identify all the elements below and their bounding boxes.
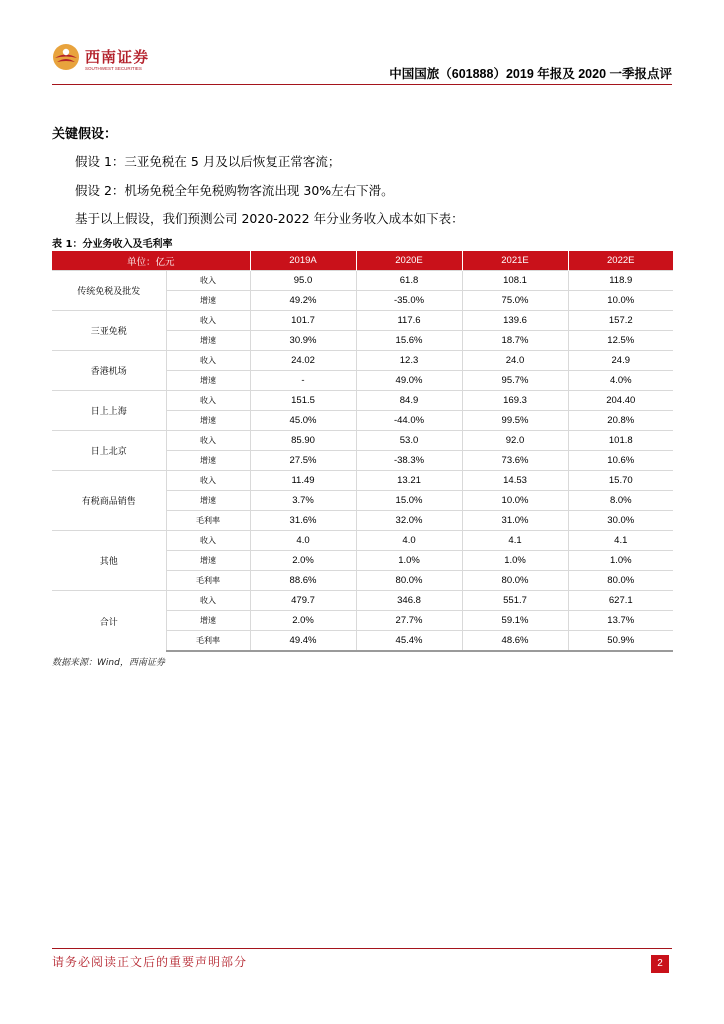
header-divider bbox=[52, 84, 672, 85]
table-cell: - bbox=[250, 371, 356, 391]
table-cell: 1.0% bbox=[356, 551, 462, 571]
table-body bbox=[52, 271, 673, 652]
table-cell: 75.0% bbox=[462, 291, 568, 311]
table-row bbox=[52, 471, 673, 491]
table-cell: 85.90 bbox=[250, 431, 356, 451]
table-cell: 27.5% bbox=[250, 451, 356, 471]
table-cell: 4.1 bbox=[568, 531, 673, 551]
table-cell: 48.6% bbox=[462, 631, 568, 652]
segment-revenue-table bbox=[52, 251, 673, 652]
segment-name: 合计 bbox=[52, 591, 166, 652]
metric-label: 收入 bbox=[166, 271, 250, 291]
metric-label: 收入 bbox=[166, 391, 250, 411]
table-cell: 20.8% bbox=[568, 411, 673, 431]
table-cell: 24.02 bbox=[250, 351, 356, 371]
assumption-1: 假设 1：三亚免税在 5 月及以后恢复正常客流； bbox=[75, 154, 341, 169]
table-cell: 45.4% bbox=[356, 631, 462, 652]
logo-emblem-icon bbox=[52, 43, 80, 71]
table-row bbox=[52, 311, 673, 331]
table-cell: 13.7% bbox=[568, 611, 673, 631]
table-cell: 30.0% bbox=[568, 511, 673, 531]
metric-label: 毛利率 bbox=[166, 571, 250, 591]
segment-name: 香港机场 bbox=[52, 351, 166, 391]
table-cell: 2.0% bbox=[250, 611, 356, 631]
table-cell: 551.7 bbox=[462, 591, 568, 611]
table-cell: 80.0% bbox=[568, 571, 673, 591]
segment-name: 传统免税及批发 bbox=[52, 271, 166, 311]
table-cell: 88.6% bbox=[250, 571, 356, 591]
table-cell: 4.0 bbox=[250, 531, 356, 551]
metric-label: 增速 bbox=[166, 291, 250, 311]
data-source: 数据来源：Wind，西南证券 bbox=[52, 658, 165, 668]
metric-label: 毛利率 bbox=[166, 631, 250, 652]
table-cell: 1.0% bbox=[568, 551, 673, 571]
metric-label: 增速 bbox=[166, 611, 250, 631]
table-cell: 118.9 bbox=[568, 271, 673, 291]
table-cell: 59.1% bbox=[462, 611, 568, 631]
table-cell: 61.8 bbox=[356, 271, 462, 291]
table-cell: 53.0 bbox=[356, 431, 462, 451]
table-cell: 346.8 bbox=[356, 591, 462, 611]
footer-disclaimer: 请务必阅读正文后的重要声明部分 bbox=[52, 955, 248, 969]
footer-divider bbox=[52, 948, 672, 949]
table-cell: 101.8 bbox=[568, 431, 673, 451]
table-cell: 14.53 bbox=[462, 471, 568, 491]
metric-label: 增速 bbox=[166, 411, 250, 431]
table-cell: -35.0% bbox=[356, 291, 462, 311]
table-cell: 4.0 bbox=[356, 531, 462, 551]
table-cell: 80.0% bbox=[356, 571, 462, 591]
table-cell: 101.7 bbox=[250, 311, 356, 331]
table-cell: 10.0% bbox=[462, 491, 568, 511]
table-title: 表 1：分业务收入及毛利率 bbox=[52, 239, 173, 250]
table-cell: 4.1 bbox=[462, 531, 568, 551]
table-row bbox=[52, 271, 673, 291]
table-cell: 479.7 bbox=[250, 591, 356, 611]
table-cell: 92.0 bbox=[462, 431, 568, 451]
table-cell: 13.21 bbox=[356, 471, 462, 491]
metric-label: 增速 bbox=[166, 491, 250, 511]
table-cell: 84.9 bbox=[356, 391, 462, 411]
table-cell: 204.40 bbox=[568, 391, 673, 411]
table-cell: 3.7% bbox=[250, 491, 356, 511]
metric-label: 增速 bbox=[166, 551, 250, 571]
logo-subtitle: SOUTHWEST SECURITIES bbox=[85, 66, 142, 71]
table-cell: 151.5 bbox=[250, 391, 356, 411]
table-cell: 73.6% bbox=[462, 451, 568, 471]
table-cell: 31.0% bbox=[462, 511, 568, 531]
table-cell: 49.2% bbox=[250, 291, 356, 311]
segment-name: 三亚免税 bbox=[52, 311, 166, 351]
table-cell: 49.4% bbox=[250, 631, 356, 652]
segment-name: 日上上海 bbox=[52, 391, 166, 431]
table-row bbox=[52, 531, 673, 551]
column-header: 2019A bbox=[250, 251, 356, 271]
table-cell: 8.0% bbox=[568, 491, 673, 511]
company-logo bbox=[52, 43, 162, 77]
metric-label: 收入 bbox=[166, 471, 250, 491]
table-row bbox=[52, 391, 673, 411]
metric-label: 增速 bbox=[166, 331, 250, 351]
unit-header: 单位：亿元 bbox=[52, 251, 250, 271]
metric-label: 增速 bbox=[166, 371, 250, 391]
segment-name: 其他 bbox=[52, 531, 166, 591]
table-cell: 10.6% bbox=[568, 451, 673, 471]
forecast-intro: 基于以上假设，我们预测公司 2020-2022 年分业务收入成本如下表： bbox=[75, 211, 464, 226]
table-cell: 15.0% bbox=[356, 491, 462, 511]
assumption-2: 假设 2：机场免税全年免税购物客流出现 30%左右下滑。 bbox=[75, 183, 394, 198]
table-cell: 24.9 bbox=[568, 351, 673, 371]
table-cell: 50.9% bbox=[568, 631, 673, 652]
metric-label: 收入 bbox=[166, 351, 250, 371]
table-cell: 11.49 bbox=[250, 471, 356, 491]
table-cell: 80.0% bbox=[462, 571, 568, 591]
table-cell: 4.0% bbox=[568, 371, 673, 391]
table-cell: 139.6 bbox=[462, 311, 568, 331]
metric-label: 收入 bbox=[166, 431, 250, 451]
table-cell: 27.7% bbox=[356, 611, 462, 631]
table-row bbox=[52, 591, 673, 611]
table-cell: -38.3% bbox=[356, 451, 462, 471]
table-cell: 12.3 bbox=[356, 351, 462, 371]
table-header-row bbox=[52, 251, 673, 271]
table-cell: 45.0% bbox=[250, 411, 356, 431]
table-cell: 117.6 bbox=[356, 311, 462, 331]
metric-label: 毛利率 bbox=[166, 511, 250, 531]
table-cell: 32.0% bbox=[356, 511, 462, 531]
table-cell: 10.0% bbox=[568, 291, 673, 311]
metric-label: 增速 bbox=[166, 451, 250, 471]
logo-name: 西南证券 bbox=[85, 48, 150, 66]
table-cell: 15.6% bbox=[356, 331, 462, 351]
table-cell: 95.7% bbox=[462, 371, 568, 391]
table-cell: 12.5% bbox=[568, 331, 673, 351]
metric-label: 收入 bbox=[166, 591, 250, 611]
page-number: 2 bbox=[651, 955, 669, 973]
table-cell: 169.3 bbox=[462, 391, 568, 411]
metric-label: 收入 bbox=[166, 311, 250, 331]
table-cell: 627.1 bbox=[568, 591, 673, 611]
table-cell: 49.0% bbox=[356, 371, 462, 391]
table-cell: 1.0% bbox=[462, 551, 568, 571]
table-cell: 18.7% bbox=[462, 331, 568, 351]
metric-label: 收入 bbox=[166, 531, 250, 551]
table-row bbox=[52, 431, 673, 451]
table-cell: 157.2 bbox=[568, 311, 673, 331]
table-cell: 30.9% bbox=[250, 331, 356, 351]
table-cell: 95.0 bbox=[250, 271, 356, 291]
table-cell: 108.1 bbox=[462, 271, 568, 291]
column-header: 2022E bbox=[568, 251, 673, 271]
section-title: 关键假设： bbox=[52, 127, 118, 142]
segment-name: 有税商品销售 bbox=[52, 471, 166, 531]
table-cell: 31.6% bbox=[250, 511, 356, 531]
table-cell: 15.70 bbox=[568, 471, 673, 491]
report-header-title: 中国国旅（601888）2019 年报及 2020 一季报点评 bbox=[389, 67, 672, 81]
table-cell: 2.0% bbox=[250, 551, 356, 571]
table-cell: 24.0 bbox=[462, 351, 568, 371]
table-cell: 99.5% bbox=[462, 411, 568, 431]
segment-name: 日上北京 bbox=[52, 431, 166, 471]
table-cell: -44.0% bbox=[356, 411, 462, 431]
column-header: 2020E bbox=[356, 251, 462, 271]
column-header: 2021E bbox=[462, 251, 568, 271]
table-row bbox=[52, 351, 673, 371]
